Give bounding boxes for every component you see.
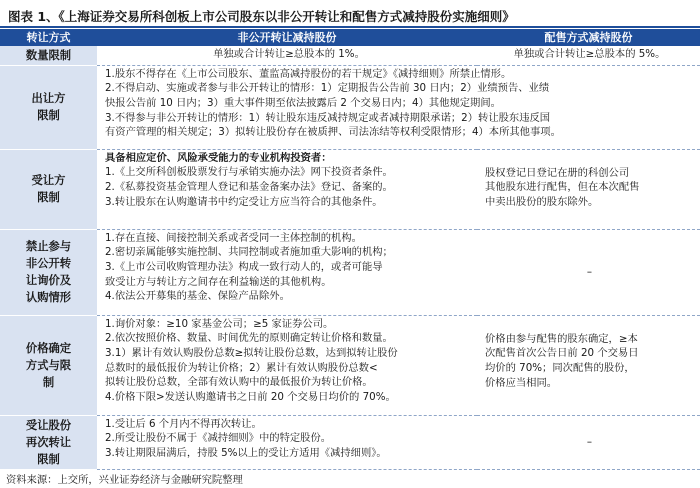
row-transferee-limit <box>0 149 700 229</box>
row-label: 数量限制 <box>0 46 97 65</box>
non-public-cell: 单独或合计转让≥总股本的 1%。 <box>97 46 477 65</box>
row-label: 出让方 限制 <box>0 65 97 149</box>
header-transfer-method: 转让方式 <box>0 29 97 46</box>
non-public-cell: 1.股东不得存在《上市公司股东、董监高减持股份的若干规定》《减持细则》所禁止情形。 2.不得启动、实施或者参与非公开转让的情形：1）定期报告公告前 30 日内；2）业绩预告、业绩 快报公告前 10 日内；3）重大事件期至依法披露后 2 个交易日内；4）其他规定期间。 3.不得参与非公开转让的情形：1）转让股东违反减持规定或者减持期限承诺；2）转让股东违反国 有资产管理的相关规定；3）拟转让股份存在被质押、司法冻结等权利受限情形；4）本所其他事项。 <box>97 65 700 149</box>
empty-dash: – <box>586 266 593 279</box>
non-public-cell: 1.询价对象：≥10 家基金公司；≥5 家证券公司。 2.依次按照价格、数量、时间优先的原则确定转让价格和数量。 3.1）累计有效认购股份总数≥拟转让股份总数，达到拟转让股份 总数时的最低报价为转让价格；2）累计有效认购股份总数< 拟转让股份总数，全部有效认购中的最低报价为转让价格。 4.价格下限>发送认购邀请书之日前 20 个交易日均价的 70%。 <box>97 315 477 415</box>
non-public-cell: 具备相应定价、风险承受能力的专业机构投资者： 1.《上交所科创板股票发行与承销实施办法》网下投资者条件。 2.《私募投资基金管理人登记和基金备案办法》登记、备案的。 3.转让股东在认购邀请书中约定受让方应当符合的其他条件。 <box>97 149 477 229</box>
source-note: 资料来源：上交所，兴业证券经济与金融研究院整理 <box>6 474 243 486</box>
title-underline <box>0 26 700 28</box>
non-public-cell: 1.存在直接、间接控制关系或者受同一主体控制的机构。 2.密切亲属能够实施控制、共同控制或者施加重大影响的机构； 3.《上市公司收购管理办法》构成一致行动人的，或者可能导 致受让方与转让方之间存在利益输送的其他机构。 4.依法公开募集的基金、保险产品除外。 <box>97 229 477 315</box>
placement-cell <box>477 415 700 469</box>
non-public-cell: 1.受让后 6 个月内不得再次转让。 2.所受让股份不属于《减持细则》中的特定股份。 3.转让期限届满后，持股 5%以上的受让方适用《减持细则》。 <box>97 415 477 469</box>
row-quantity-limit <box>0 46 700 65</box>
placement-cell: 单独或合计转让≥总股本的 5%。 <box>477 46 700 65</box>
table-header-row <box>0 29 700 46</box>
row-prohibited-participants <box>0 229 700 315</box>
row-label: 受让方 限制 <box>0 149 97 229</box>
row-resale-limit <box>0 415 700 469</box>
placement-cell: 价格由参与配售的股东确定，≥本 次配售首次公告日前 20 个交易日 均价的 70%；同次配售的股份， 价格应当相同。 <box>477 315 700 415</box>
header-non-public-transfer: 非公开转让减持股份 <box>97 29 477 46</box>
placement-cell: 股权登记日登记在册的科创公司 其他股东进行配售，但在本次配售 中卖出股份的股东除外。 <box>477 149 700 229</box>
empty-dash: – <box>586 436 593 449</box>
comparison-table <box>0 29 700 470</box>
row-label: 受让股份 再次转让 限制 <box>0 415 97 469</box>
row-pricing <box>0 315 700 415</box>
row-label: 价格确定 方式与限 制 <box>0 315 97 415</box>
header-placement: 配售方式减持股份 <box>477 29 700 46</box>
figure-title: 图表 1、《上海证券交易所科创板上市公司股东以非公开转让和配售方式减持股份实施细则》 <box>8 9 515 24</box>
placement-cell <box>477 229 700 315</box>
row-transferor-limit <box>0 65 700 149</box>
row-label: 禁止参与 非公开转 让询价及 认购情形 <box>0 229 97 315</box>
